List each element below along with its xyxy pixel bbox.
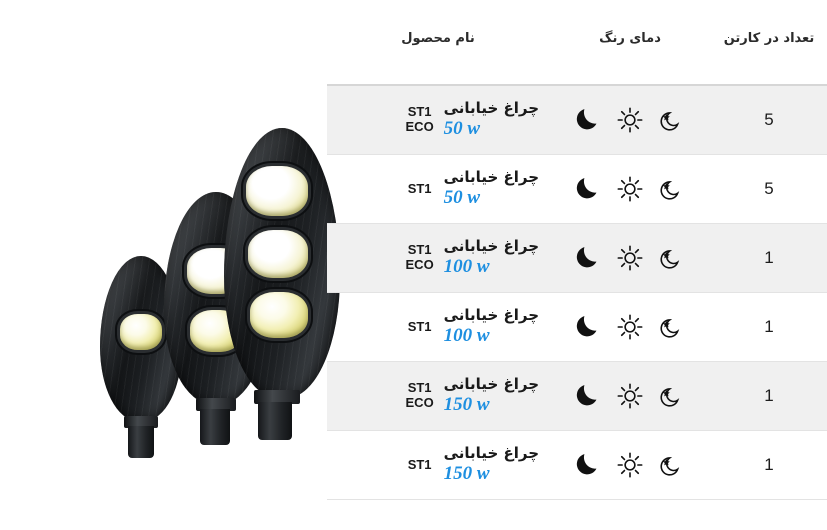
product-series [404, 182, 436, 197]
cell-product-name [327, 362, 549, 431]
cell-qty: 5 [711, 85, 827, 155]
moon-star-icon [657, 312, 687, 342]
sun-icon [615, 174, 645, 204]
cell-color-temperature [549, 431, 711, 500]
header-qty-per-carton: تعداد در کارتن [711, 0, 827, 85]
series-code: ST1 [407, 318, 432, 334]
moon-star-icon [657, 105, 687, 135]
series-code: ST1 [407, 380, 432, 396]
cell-color-temperature [549, 85, 711, 155]
table-row [327, 362, 827, 431]
led-module [120, 314, 162, 350]
led-module [250, 292, 308, 338]
table-row [327, 155, 827, 224]
product-wattage: 100 w [443, 255, 490, 277]
crescent-moon-icon [573, 105, 603, 135]
cell-color-temperature [549, 224, 711, 293]
crescent-moon-icon [573, 312, 603, 342]
moon-star-icon [657, 450, 687, 480]
product-series [404, 243, 436, 272]
table-row [327, 85, 827, 155]
cell-qty: 1 [711, 362, 827, 431]
led-module [246, 166, 308, 216]
table-row [327, 224, 827, 293]
crescent-moon-icon [573, 243, 603, 273]
series-code: ST1 [407, 456, 432, 472]
cell-color-temperature [549, 293, 711, 362]
cell-product-name [327, 155, 549, 224]
cell-product-name [327, 85, 549, 155]
series-variant: ECO [405, 257, 434, 272]
crescent-moon-icon [573, 174, 603, 204]
product-series [404, 320, 436, 335]
cell-product-name [327, 293, 549, 362]
cell-qty: 5 [711, 155, 827, 224]
moon-star-icon [657, 174, 687, 204]
moon-star-icon [657, 381, 687, 411]
lamp-neck [128, 426, 154, 458]
series-code: ST1 [407, 242, 432, 258]
series-code: ST1 [407, 104, 432, 120]
header-color-temperature: دمای رنگ [549, 0, 711, 85]
moon-star-icon [657, 243, 687, 273]
street-lamp-large-150w [224, 128, 342, 438]
crescent-moon-icon [573, 450, 603, 480]
header-product-name: نام محصول [327, 0, 549, 85]
cell-color-temperature [549, 362, 711, 431]
spec-table [327, 0, 827, 500]
product-wattage: 150 w [443, 393, 490, 415]
product-name-fa: چراغ خیابانی [443, 375, 539, 394]
product-wattage: 100 w [443, 324, 490, 346]
series-code: ST1 [407, 180, 432, 196]
lamp-neck [258, 402, 292, 440]
series-variant: ECO [405, 119, 434, 134]
cell-qty: 1 [711, 431, 827, 500]
crescent-moon-icon [573, 381, 603, 411]
cell-color-temperature [549, 155, 711, 224]
cell-product-name [327, 431, 549, 500]
sun-icon [615, 381, 645, 411]
sun-icon [615, 243, 645, 273]
product-name-fa: چراغ خیابانی [443, 237, 539, 256]
table-row [327, 431, 827, 500]
series-variant: ECO [405, 395, 434, 410]
spec-table-container [327, 0, 827, 530]
product-series [404, 458, 436, 473]
sun-icon [615, 105, 645, 135]
cell-product-name [327, 224, 549, 293]
cell-qty: 1 [711, 293, 827, 362]
product-name-fa: چراغ خیابانی [443, 306, 539, 325]
product-wattage: 150 w [443, 462, 490, 484]
led-module [248, 230, 308, 278]
product-series [404, 381, 436, 410]
product-photo [0, 0, 327, 530]
sun-icon [615, 312, 645, 342]
table-row [327, 293, 827, 362]
product-name-fa: چراغ خیابانی [443, 168, 539, 187]
table-header-row [327, 0, 827, 85]
product-name-fa: چراغ خیابانی [443, 99, 539, 118]
sun-icon [615, 450, 645, 480]
product-name-fa: چراغ خیابانی [443, 444, 539, 463]
product-wattage: 50 w [443, 117, 481, 139]
product-wattage: 50 w [443, 186, 481, 208]
cell-qty: 1 [711, 224, 827, 293]
product-series [404, 105, 436, 134]
